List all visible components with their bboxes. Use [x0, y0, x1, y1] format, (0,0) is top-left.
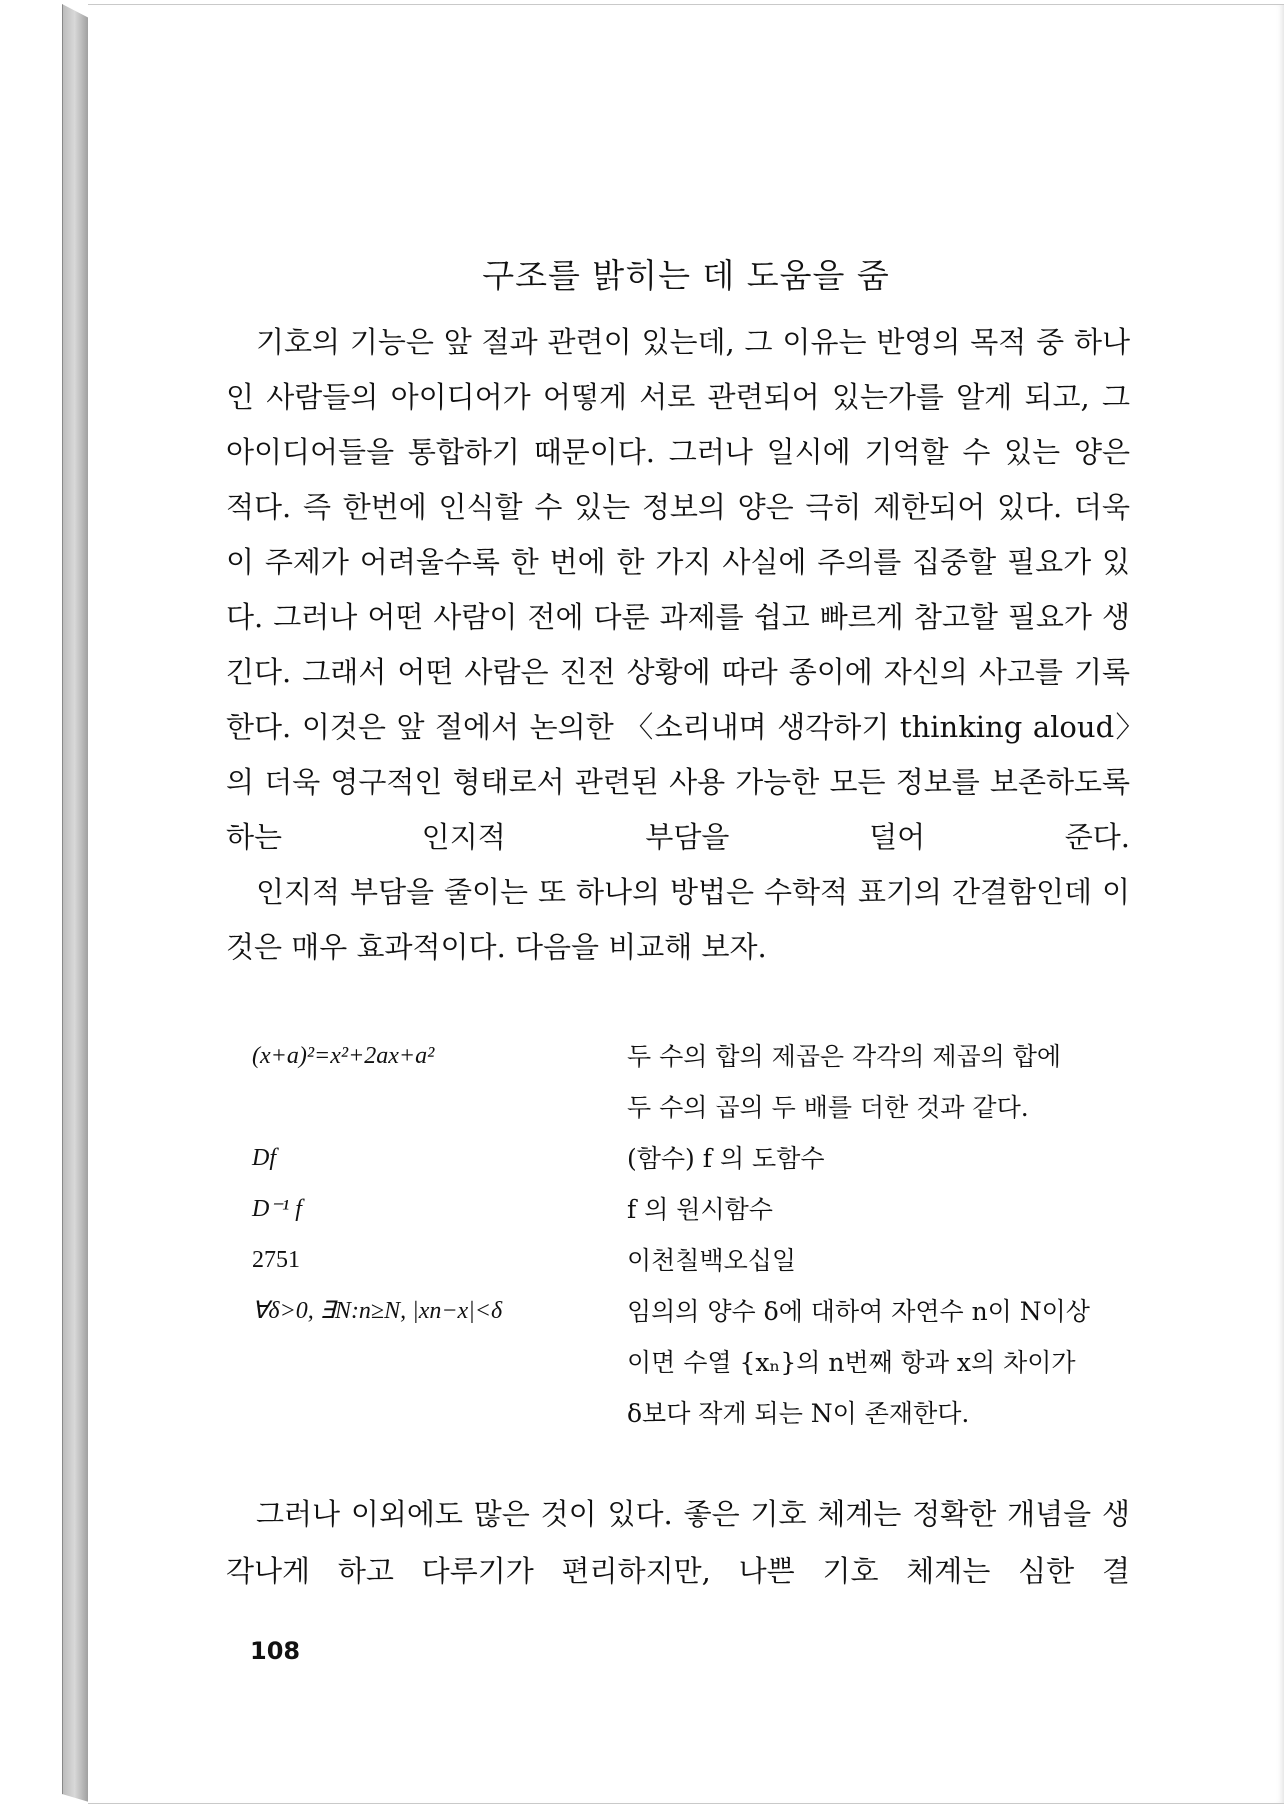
paragraph-3: 그러나 이외에도 많은 것이 있다. 좋은 기호 체계는 정확한 개념을 생각나게 하고 다루기가 편리하지만, 나쁜 기호 체계는 심한 결 [226, 1497, 1130, 1588]
notation-meaning [627, 1286, 1132, 1439]
meaning-line: f 의 원시함수 [627, 1195, 773, 1224]
notation-symbol: ∀δ>0, ∃N:n≥N, |xn−x|<δ [252, 1298, 503, 1324]
section-title: 구조를 밝히는 데 도움을 줌 [482, 256, 890, 296]
closing-text [226, 1486, 1130, 1600]
meaning-line: 이면 수열 {xₙ}의 n번째 항과 x의 차이가 [627, 1348, 1076, 1377]
paragraph-1: 기호의 기능은 앞 절과 관련이 있는데, 그 이유는 반영의 목적 중 하나인 사람들의 아이디어가 어떻게 서로 관련되어 있는가를 알게 되고, 그 아이디어들을 통합하기 때문이다. 그러나 일시에 기억할 수 있는 양은 적다. 즉 한번에 인식할 수 있는 정보의 양은 극히 제한되어 있다. 더욱이 주제가 어려울수록 한 번에 한 가지 사실에 주의를 집중할 필요가 있다. 그러나 어떤 사람이 전에 다룬 과제를 쉽고 빠르게 참고할 필요가 생긴다. 그래서 어떤 사람은 진전 상황에 따라 종이에 자신의 사고를 기록한다. 이것은 앞 절에서 논의한 〈소리내며 생각하기 thinking aloud〉의 더욱 영구적인 형태로서 관련된 사용 가능한 모든 정보를 보존하도록 하는 인지적 부담을 덜어 준다. [226, 325, 1130, 854]
page-number: 108 [250, 1637, 301, 1665]
notation-symbol: Df [252, 1145, 276, 1171]
notation-row [252, 1235, 1132, 1286]
notation-meaning [627, 1133, 1132, 1184]
paragraph-2: 인지적 부담을 줄이는 또 하나의 방법은 수학적 표기의 간결함인데 이것은 매우 효과적이다. 다음을 비교해 보자. [226, 875, 1130, 964]
notation-symbol: D⁻¹ f [252, 1196, 302, 1222]
notation-row [252, 1286, 1132, 1439]
meaning-line: 두 수의 곱의 두 배를 더한 것과 같다. [627, 1093, 1029, 1122]
notation-meaning [627, 1031, 1132, 1133]
meaning-line: 이천칠백오십일 [627, 1246, 797, 1275]
notation-row [252, 1133, 1132, 1184]
notation-symbol: (x+a)²=x²+2ax+a² [252, 1043, 435, 1069]
book-page-edge [62, 4, 89, 1802]
meaning-line: 임의의 양수 δ에 대하여 자연수 n이 N이상 [627, 1297, 1090, 1326]
notation-meaning [627, 1184, 1132, 1235]
notation-comparison-table [252, 1031, 1132, 1439]
notation-row [252, 1184, 1132, 1235]
notation-row [252, 1031, 1132, 1133]
body-text [226, 315, 1130, 975]
meaning-line: δ보다 작게 되는 N이 존재한다. [627, 1399, 970, 1428]
notation-meaning [627, 1235, 1132, 1286]
meaning-line: (함수) f 의 도함수 [627, 1144, 825, 1173]
notation-symbol: 2751 [252, 1247, 300, 1273]
meaning-line: 두 수의 합의 제곱은 각각의 제곱의 합에 [627, 1042, 1062, 1071]
